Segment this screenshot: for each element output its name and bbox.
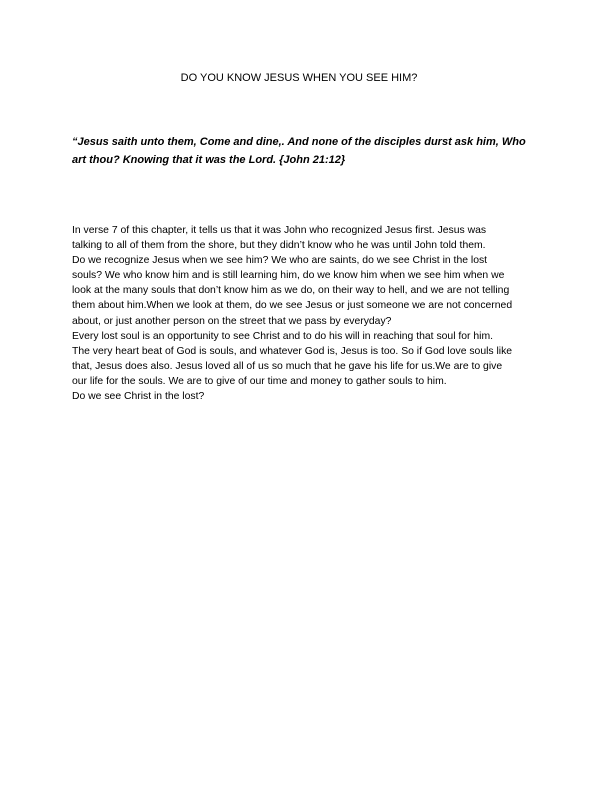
body-line: talking to all of them from the shore, but they didn’t know who he was until John told them. [72, 240, 486, 252]
body-line: The very heart beat of God is souls, and whatever God is, Jesus is too. So if God love souls like [72, 345, 513, 357]
quote-line: art thou? Knowing that it was the Lord. {John 21:12} [72, 154, 346, 166]
body-line: souls? We who know him and is still learning him, do we know him when we see him when we [72, 270, 505, 282]
quote-line: “Jesus saith unto them, Come and dine,. And none of the disciples durst ask him, Who [72, 136, 526, 148]
page-title: DO YOU KNOW JESUS WHEN YOU SEE HIM? [180, 72, 418, 84]
body-line: our life for the souls. We are to give of our time and money to gather souls to him. [72, 375, 447, 387]
body-line: Every lost soul is an opportunity to see Christ and to do his will in reaching that soul for him. [72, 330, 494, 342]
body-line: Do we see Christ in the lost? [72, 391, 205, 403]
body-line: them about him.When we look at them, do we see Jesus or just someone we are not concerned [72, 300, 513, 312]
body-line: look at the many souls that don’t know him as we do, on their way to hell, and we are not telling [72, 285, 510, 297]
scripture-quote [72, 133, 542, 169]
body-paragraphs [72, 223, 548, 404]
body-line: that, Jesus does also. Jesus loved all of us so much that he gave his life for us.We are to give [72, 360, 503, 372]
body-line: Do we recognize Jesus when we see him? We who are saints, do we see Christ in the lost [72, 255, 488, 267]
body-line: In verse 7 of this chapter, it tells us that it was John who recognized Jesus first. Jesus was [72, 225, 487, 236]
body-line: about, or just another person on the street that we pass by everyday? [72, 315, 392, 327]
